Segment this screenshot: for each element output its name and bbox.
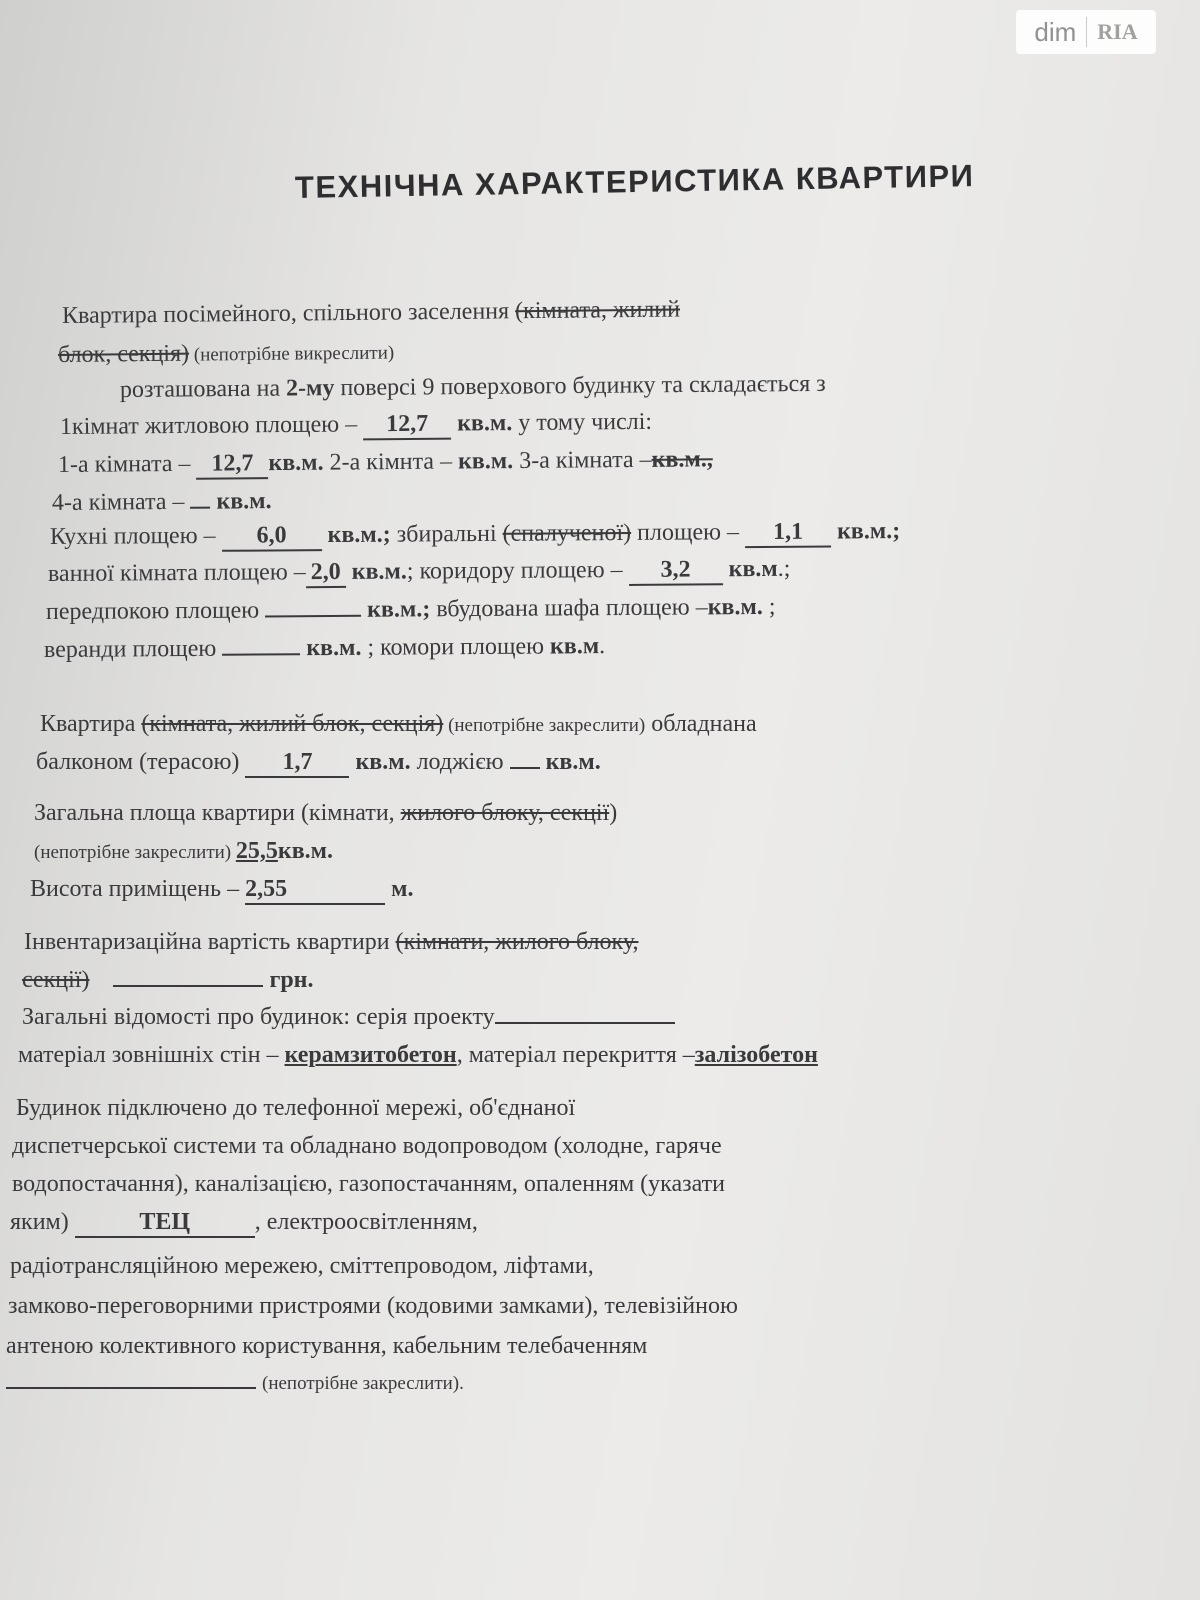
p2-text: обладнана <box>645 711 757 737</box>
blank <box>222 635 300 656</box>
p1-line-2 <box>58 338 394 369</box>
p5-line-2: диспетчерської системи та обладнано водопроводом (холодне, гаряче <box>12 1133 722 1159</box>
p1-text: 2-а кімнта – <box>323 448 459 476</box>
p2-text: лоджією <box>410 749 510 775</box>
p1-struck: блок, секція) <box>57 340 190 368</box>
p1-text: Квартира посімейного, спільного заселення <box>61 298 516 329</box>
p1-line-4 <box>60 409 652 443</box>
p4-line-1 <box>24 929 638 956</box>
p1-text: . <box>599 633 606 660</box>
p5-line-7: антеною колективного користування, кабельним телебаченням <box>6 1333 648 1359</box>
p4-struck: (кімнати, жилого блоку, <box>395 929 639 955</box>
blank <box>190 489 210 509</box>
p1-text: поверсі 9 поверхового будинку та складається з <box>334 370 826 402</box>
floor-value: 2-му <box>285 375 335 402</box>
p1-line-10 <box>44 633 605 664</box>
p5-line-6: замково-переговорними пристроями (кодовими замками), телевізійною <box>8 1293 738 1319</box>
p1-line-3 <box>120 371 826 404</box>
unit: кв.м <box>728 555 778 583</box>
p1-text: 1-а кімната – <box>57 450 197 478</box>
blank <box>6 1369 256 1389</box>
kitchen-area-value: 6,0 <box>222 522 322 552</box>
total-area-value: 25,5 <box>235 838 278 864</box>
p1-text: .; <box>777 555 791 582</box>
p5-line-1: Будинок підключено до телефонної мережі, об'єднаної <box>16 1095 576 1121</box>
p1-text: ; комори площею <box>361 633 551 661</box>
corridor-area-value: 3,2 <box>628 556 722 586</box>
unit: м. <box>391 876 414 902</box>
blank <box>510 749 540 769</box>
bathroom-area-value: 2,0 <box>306 559 346 588</box>
p1-text: Кухні площею – <box>49 522 222 550</box>
p4-text: , матеріал перекриття – <box>456 1042 695 1068</box>
p1-line-6 <box>52 488 272 517</box>
unit: кв.м. <box>351 558 407 585</box>
p1-line-7 <box>50 518 900 553</box>
balcony-area-value: 1,7 <box>245 749 349 778</box>
unit: кв.м., <box>651 446 713 473</box>
unit: грн. <box>269 967 314 993</box>
p1-text: ; <box>762 593 776 620</box>
p1-struck: (кімната, жилий <box>514 296 681 325</box>
unit: кв.м.; <box>367 596 431 623</box>
p1-text: ванної кімната площею – <box>47 559 306 587</box>
p5-text: яким) <box>10 1209 75 1235</box>
unit: кв.м. <box>306 634 362 662</box>
p1-line-9 <box>46 594 776 626</box>
p3-line-1 <box>34 800 617 827</box>
watermark-dim: dim <box>1034 16 1077 47</box>
p2-line-1 <box>40 711 757 738</box>
blank <box>495 1004 675 1024</box>
p1-text: збиральні <box>390 520 503 548</box>
unit: кв.м. <box>277 838 334 864</box>
p3-text: Загальна площа квартири (кімнати, <box>34 800 401 826</box>
p4-line-2 <box>22 967 314 994</box>
p1-text: 4-а кімната – <box>51 488 191 516</box>
blank <box>265 597 361 618</box>
p5-line-8 <box>6 1369 464 1396</box>
unit: кв.м. <box>457 448 514 475</box>
watermark-ria: RIA <box>1097 19 1138 44</box>
p3-text: Висота приміщень – <box>30 876 246 902</box>
p2-struck: (кімната, жилий блок, секція) <box>141 711 444 737</box>
p5-line-5: радіотрансляційною мережею, сміттепроводом, ліфтами, <box>10 1253 594 1279</box>
p5-text: , електроосвітленням, <box>254 1209 478 1235</box>
wall-material-value: керамзитобетон <box>284 1042 457 1068</box>
p2-note: (непотрібне закреслити) <box>443 715 646 736</box>
p1-text: вбудована шафа площею – <box>430 594 708 623</box>
p1-note: (непотрібне викреслити) <box>188 342 395 366</box>
p4-line-4 <box>18 1042 818 1069</box>
p5-note: (непотрібне закреслити). <box>262 1373 464 1394</box>
p3-note: (непотрібне закреслити) <box>34 842 236 863</box>
watermark-divider <box>1086 17 1087 47</box>
living-area-value: 12,7 <box>363 411 451 441</box>
p5-line-3: водопостачання), каналізацією, газопостачанням, опаленням (указати <box>12 1171 725 1197</box>
room1-area-value: 12,7 <box>196 450 268 480</box>
p1-text: передпокою площею <box>45 597 266 625</box>
p1-struck: (спалученої) <box>502 519 632 547</box>
p1-text: 3-а кімната – <box>513 446 652 475</box>
unit: кв.м.; <box>327 521 391 549</box>
document-title: ТЕХНІЧНА ХАРАКТЕРИСТИКА КВАРТИРИ <box>294 158 975 205</box>
unit: кв.м. <box>268 449 324 477</box>
p5-line-4 <box>10 1209 478 1238</box>
unit: кв.м. <box>545 749 601 775</box>
heating-source-value: ТЕЦ <box>75 1209 255 1238</box>
p4-text: матеріал зовнішніх стін – <box>18 1042 285 1068</box>
p1-line-8 <box>48 556 791 590</box>
p3-line-3 <box>30 876 413 905</box>
p2-text: Квартира <box>40 711 142 737</box>
blank <box>113 967 263 987</box>
p4-text: Загальні відомості про будинок: серія проекту <box>22 1004 495 1030</box>
p3-struck: жилого блоку, секції <box>400 800 610 826</box>
unit: кв.м. <box>707 593 763 621</box>
p4-text: Інвентаризаційна вартість квартири <box>24 929 396 955</box>
toilet-area-value: 1,1 <box>745 519 831 549</box>
unit: кв.м <box>549 633 600 660</box>
p1-text: 1кімнат житловою площею – <box>59 411 364 440</box>
unit: кв.м. <box>457 410 513 437</box>
p1-text: веранди площею <box>43 635 223 663</box>
p3-line-2 <box>34 838 333 865</box>
p2-line-2 <box>36 749 601 778</box>
p3-text: ) <box>609 800 618 826</box>
p4-struck: секції) <box>22 967 90 993</box>
p1-text: ; коридору площею – <box>406 556 629 585</box>
ceiling-height-value: 2,55 <box>245 876 385 905</box>
p1-text: розташована на <box>119 375 287 403</box>
floor-material-value: залізобетон <box>694 1042 818 1068</box>
unit: кв.м. <box>216 488 272 515</box>
p1-text: у тому числі: <box>512 408 653 437</box>
p1-line-5 <box>58 446 713 481</box>
p1-text: площею – <box>631 519 746 546</box>
p1-line-1 <box>62 297 680 330</box>
p4-line-3 <box>22 1004 675 1031</box>
dimria-watermark <box>1016 10 1156 54</box>
unit: кв.м. <box>355 749 411 775</box>
unit: кв.м.; <box>836 518 901 545</box>
p2-text: балконом (терасою) <box>36 749 246 775</box>
